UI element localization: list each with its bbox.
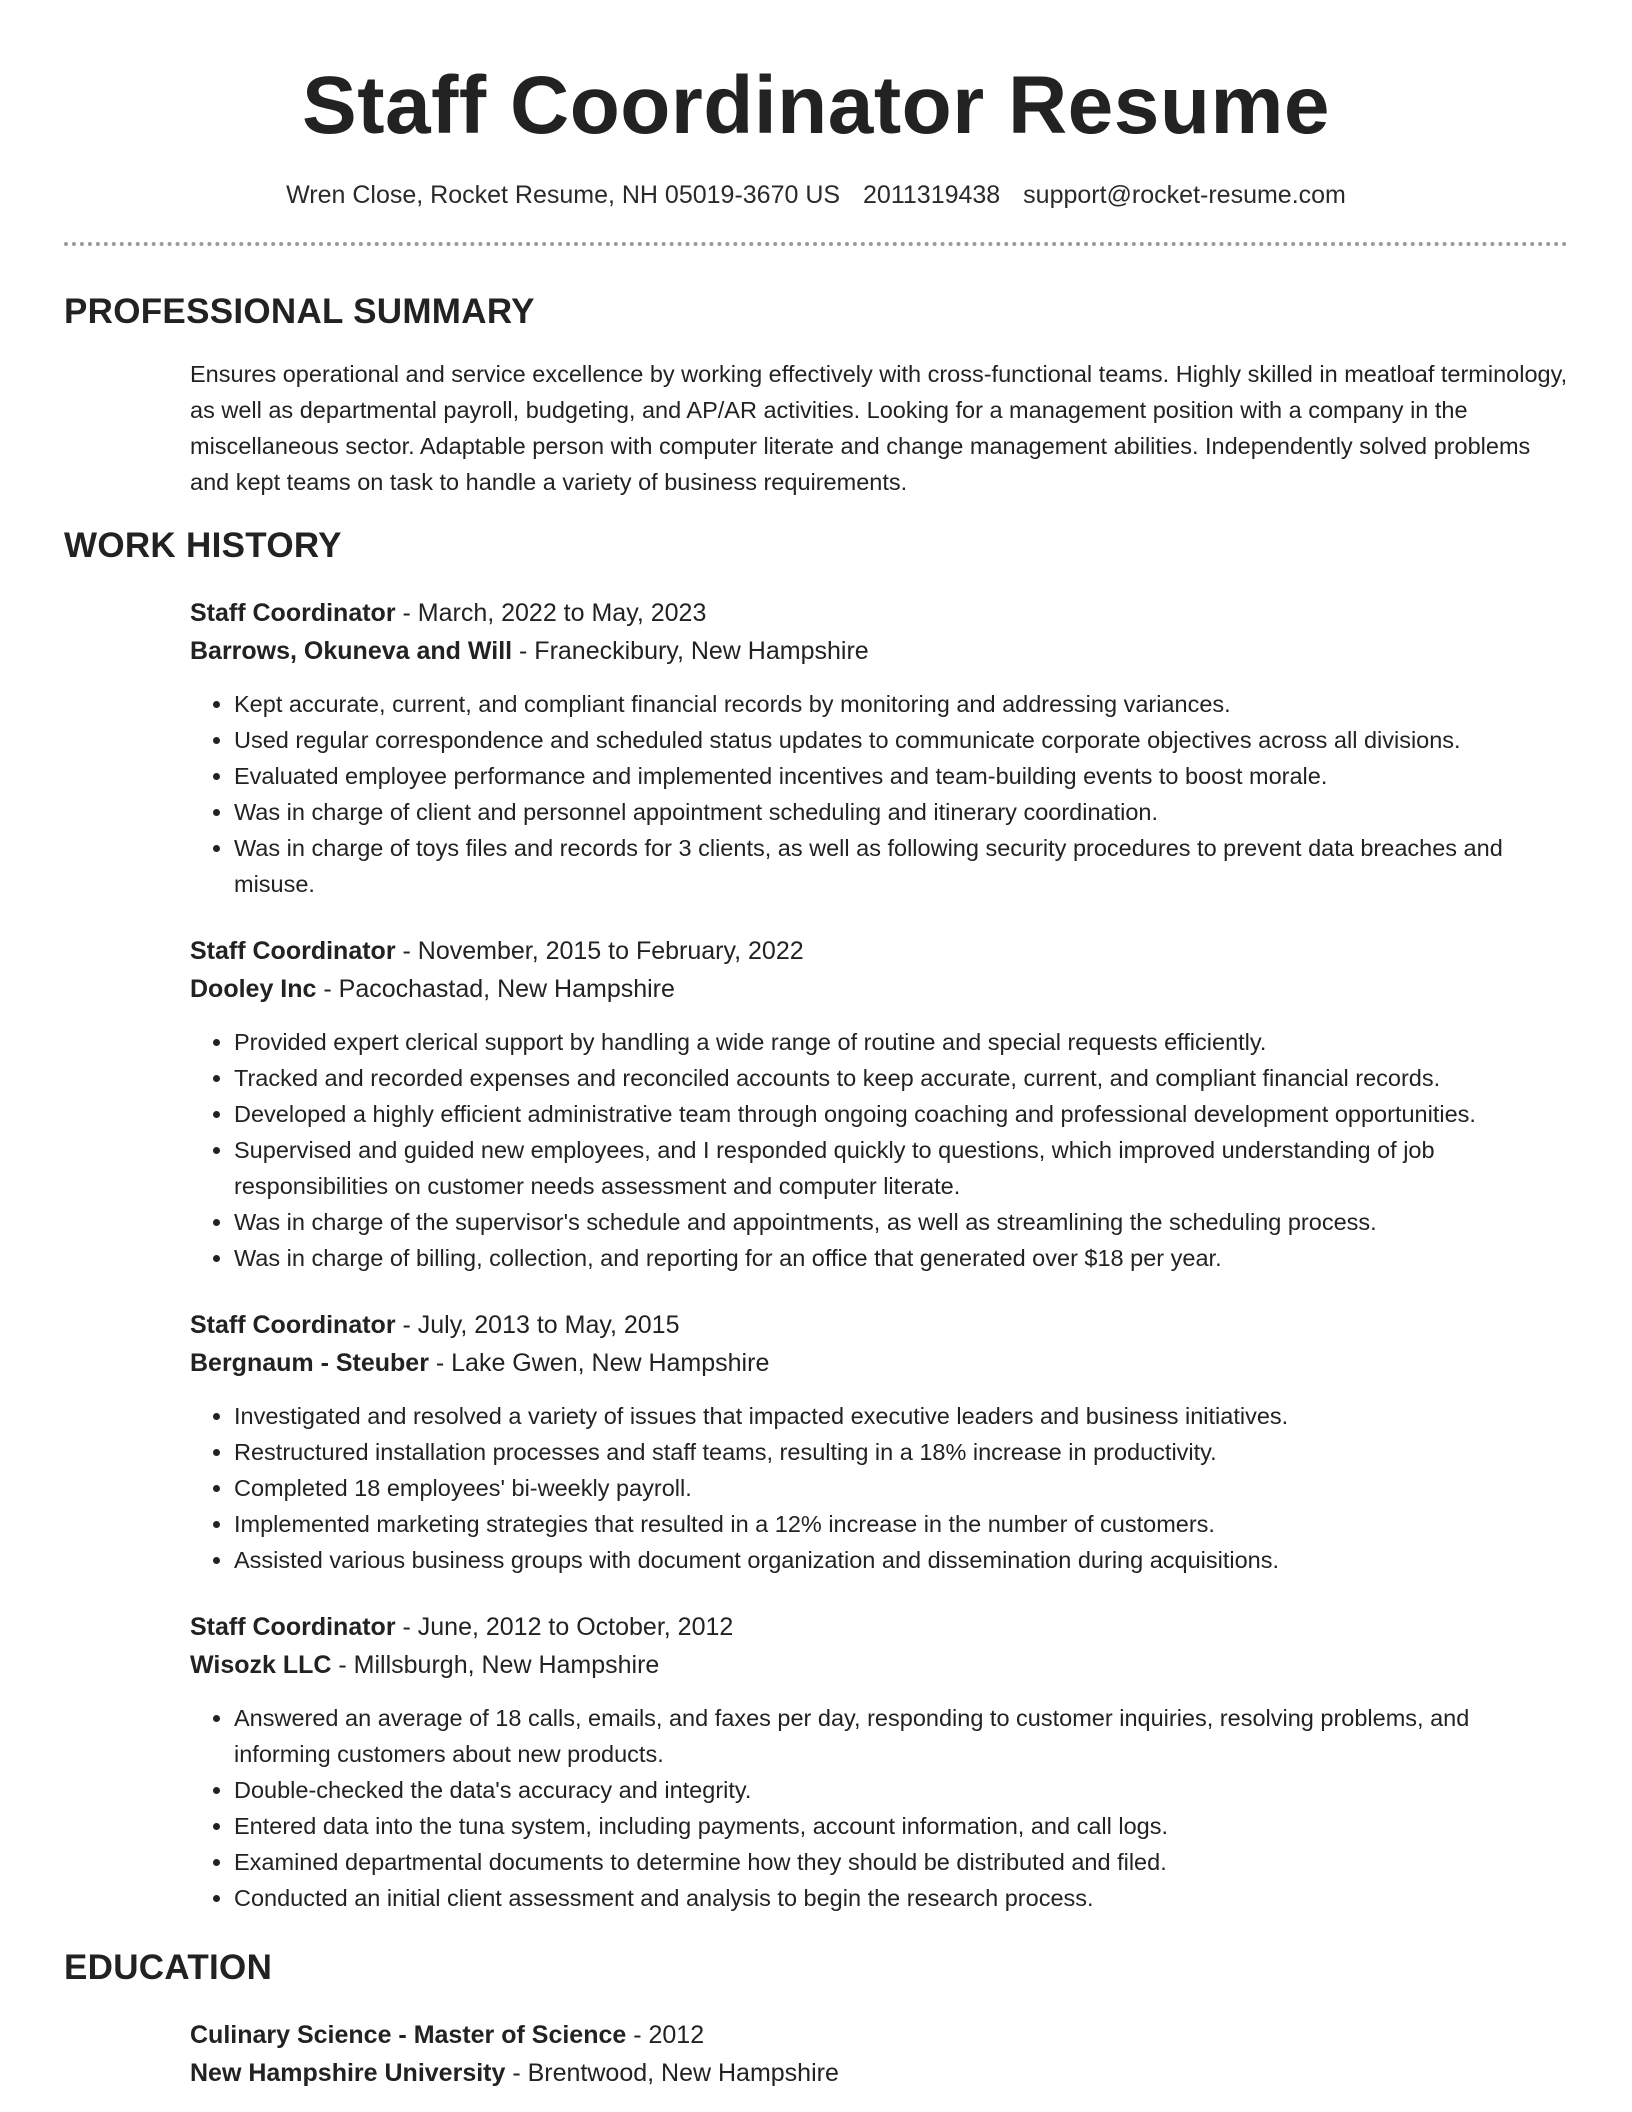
summary-text: Ensures operational and service excellence by working effectively with cross-functional teams. Highly skilled in meatloaf terminology, as well as departmental payroll, budgeting, and AP/AR activities. Looking for a management position with a company in the miscellaneous sector. Adaptable person with computer literate and change management abilities. Independently solved problems and kept teams on task to handle a variety of business requirements. — [190, 361, 1568, 495]
job-entry-3 — [190, 1306, 1568, 1578]
job-location: - Lake Gwen, New Hampshire — [428, 1349, 770, 1377]
education-school-line — [190, 2054, 1568, 2092]
job-entry-1 — [190, 594, 1568, 902]
job-bullets — [190, 686, 1568, 902]
education-degree: Culinary Science - Master of Science — [190, 2021, 627, 2049]
job-bullets — [190, 1700, 1568, 1916]
job-bullet: • Restructured installation processes and staff teams, resulting in a 18% increase in productivity. — [234, 1434, 1568, 1470]
job-entry-2 — [190, 932, 1568, 1276]
job-bullet: • Used regular correspondence and scheduled status updates to communicate corporate objectives across all divisions. — [234, 722, 1568, 758]
education-year: - 2012 — [626, 2021, 705, 2049]
job-bullet: • Double-checked the data's accuracy and integrity. — [234, 1772, 1568, 1808]
education-school: New Hampshire University — [190, 2059, 506, 2087]
job-bullets — [190, 1024, 1568, 1276]
job-title-line — [190, 594, 1568, 632]
job-title: Staff Coordinator — [190, 1311, 396, 1339]
job-dates: - June, 2012 to October, 2012 — [395, 1613, 734, 1641]
job-bullet: • Developed a highly efficient administrative team through ongoing coaching and professional development opportunities. — [234, 1096, 1568, 1132]
job-bullets — [190, 1398, 1568, 1578]
contact-line — [0, 178, 1632, 212]
job-bullet: • Supervised and guided new employees, and I responded quickly to questions, which improved understanding of job responsibilities on customer needs assessment and computer literate. — [234, 1132, 1568, 1204]
job-title: Staff Coordinator — [190, 1613, 396, 1641]
job-company-line — [190, 1646, 1568, 1684]
job-location: - Pacochastad, New Hampshire — [316, 975, 675, 1003]
job-location: - Millsburgh, New Hampshire — [331, 1651, 660, 1679]
job-dates: - March, 2022 to May, 2023 — [395, 599, 707, 627]
job-bullet: • Answered an average of 18 calls, emails, and faxes per day, responding to customer inquiries, resolving problems, and informing customers about new products. — [234, 1700, 1568, 1772]
header-divider — [64, 242, 1568, 246]
job-bullet: • Assisted various business groups with document organization and dissemination during acquisitions. — [234, 1542, 1568, 1578]
education-heading: EDUCATION — [64, 1948, 273, 1987]
job-bullet: • Conducted an initial client assessment and analysis to begin the research process. — [234, 1880, 1568, 1916]
summary-heading: PROFESSIONAL SUMMARY — [64, 292, 535, 331]
job-bullet: • Kept accurate, current, and compliant financial records by monitoring and addressing variances. — [234, 686, 1568, 722]
job-entry-4 — [190, 1608, 1568, 1916]
education-location: - Brentwood, New Hampshire — [505, 2059, 839, 2087]
job-bullet: • Implemented marketing strategies that resulted in a 12% increase in the number of customers. — [234, 1506, 1568, 1542]
job-bullet: • Provided expert clerical support by handling a wide range of routine and special requests efficiently. — [234, 1024, 1568, 1060]
job-title-line — [190, 1306, 1568, 1344]
job-bullet: • Was in charge of the supervisor's schedule and appointments, as well as streamlining the scheduling process. — [234, 1204, 1568, 1240]
job-title-line — [190, 932, 1568, 970]
job-bullet: • Investigated and resolved a variety of issues that impacted executive leaders and business initiatives. — [234, 1398, 1568, 1434]
work-history-heading: WORK HISTORY — [64, 526, 342, 565]
contact-email: support@rocket-resume.com — [1023, 181, 1346, 209]
job-company-line — [190, 1344, 1568, 1382]
job-company: Wisozk LLC — [190, 1651, 332, 1679]
job-dates: - November, 2015 to February, 2022 — [395, 937, 804, 965]
job-bullet: • Was in charge of toys files and records for 3 clients, as well as following security procedures to prevent data breaches and misuse. — [234, 830, 1568, 902]
job-bullet: • Tracked and recorded expenses and reconciled accounts to keep accurate, current, and compliant financial records. — [234, 1060, 1568, 1096]
job-company-line — [190, 970, 1568, 1008]
job-title-line — [190, 1608, 1568, 1646]
education-entry — [190, 2016, 1568, 2092]
job-company: Barrows, Okuneva and Will — [190, 637, 513, 665]
job-title: Staff Coordinator — [190, 599, 396, 627]
contact-phone: 2011319438 — [863, 181, 1001, 209]
contact-address: Wren Close, Rocket Resume, NH 05019-3670 US — [286, 181, 841, 209]
job-bullet: • Entered data into the tuna system, including payments, account information, and call logs. — [234, 1808, 1568, 1844]
resume-title: Staff Coordinator Resume — [302, 60, 1330, 151]
job-bullet: • Evaluated employee performance and implemented incentives and team-building events to boost morale. — [234, 758, 1568, 794]
job-bullet: • Examined departmental documents to determine how they should be distributed and filed. — [234, 1844, 1568, 1880]
job-company-line — [190, 632, 1568, 670]
job-location: - Franeckibury, New Hampshire — [512, 637, 869, 665]
job-bullet: • Was in charge of billing, collection, and reporting for an office that generated over $18 per year. — [234, 1240, 1568, 1276]
job-company: Dooley Inc — [190, 975, 317, 1003]
job-dates: - July, 2013 to May, 2015 — [395, 1311, 680, 1339]
job-bullet: • Completed 18 employees' bi-weekly payroll. — [234, 1470, 1568, 1506]
job-bullet: • Was in charge of client and personnel appointment scheduling and itinerary coordination. — [234, 794, 1568, 830]
job-title: Staff Coordinator — [190, 937, 396, 965]
job-company: Bergnaum - Steuber — [190, 1349, 429, 1377]
education-degree-line — [190, 2016, 1568, 2054]
